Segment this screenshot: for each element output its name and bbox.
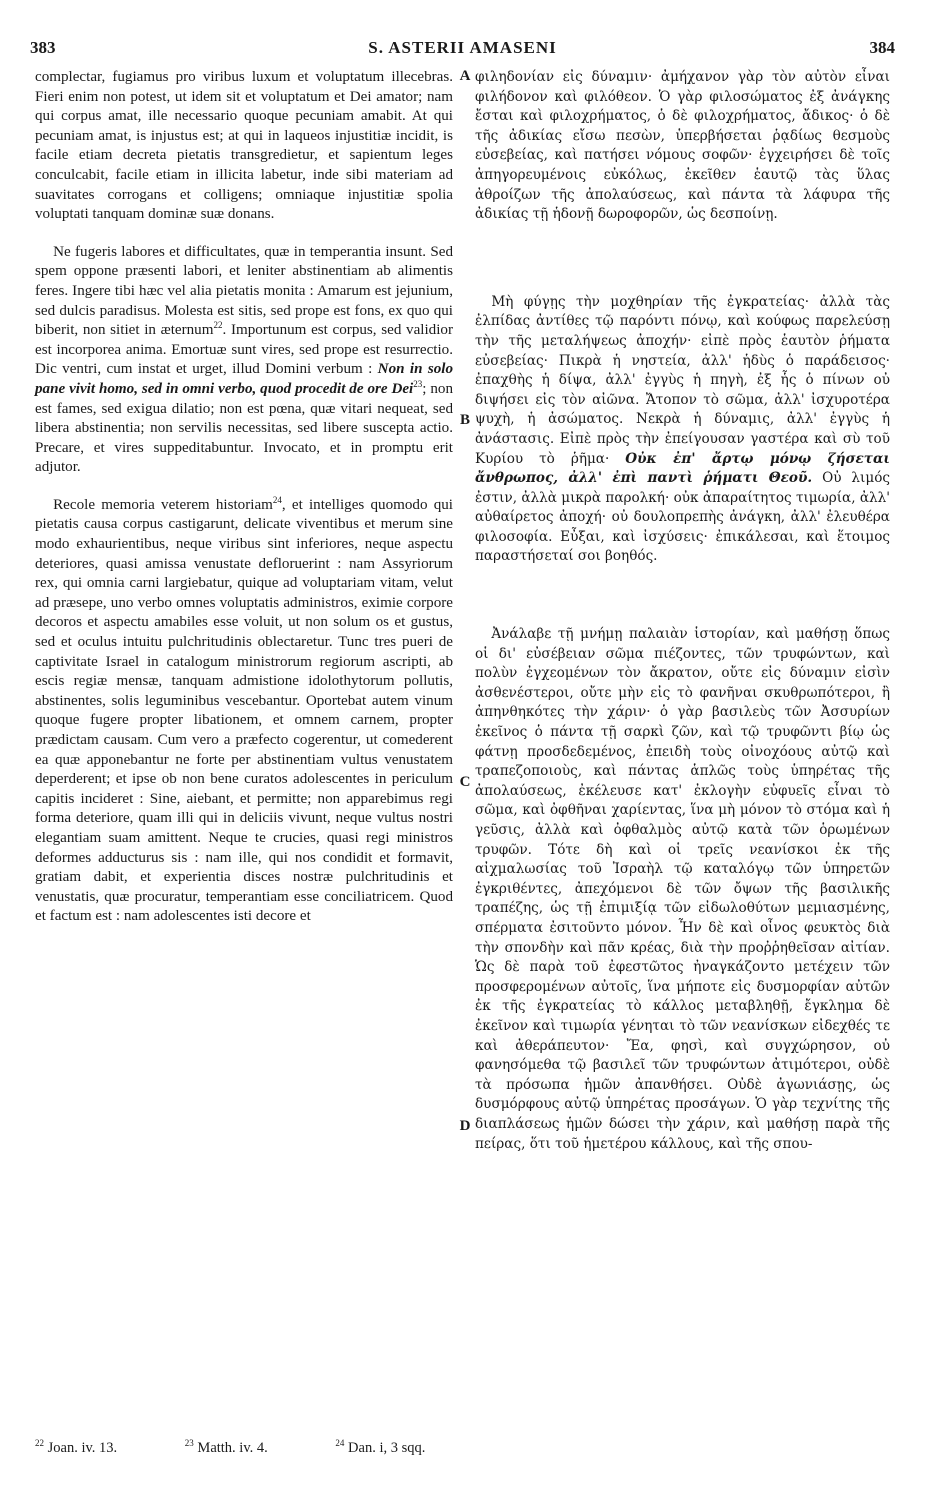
section-marker: D [459, 1118, 471, 1134]
latin-paragraph: Ne fugeris labores et difficultates, quæ in temperantia insunt. Sed spem oppone præsenti labori, et leniter abstinentiam ab alimentis feres. Ingere tibi hæc vel alia pietatis monita : Amarum est jejunium, sed dulcis paradisus. Molesta est sitis, sed prope est fons, ex quo qui biberit, non sitiet in æternum$^{22}$. Importunum est corpus, sed validior est incorporea anima. Emortuæ sunt vires, sed prope est resurrectio. Dic ventri, cum instat et urget, illud Domini verbum : Non in solo pane vivit homo, sed in omni verbo, quod procedit de ore Dei$^{23}$; non est fames, sed exigua dilatio; non est pœna, quæ vitari nequeat, sed libera abstinentia; non servilis necessitas, sed libere suscepta actio. Precare, et vires suppeditabuntur. Invocato, et in promptu erit adjutor. [35, 243, 454, 476]
greek-paragraph: Ἀνάλαβε τῇ μνήμῃ παλαιὰν ἱστορίαν, καὶ μαθήσῃ ὅπως οἱ δι' εὐσέβειαν σῶμα πιέζοντες, τῶν τρυφώντων, καὶ πολὺν ἐγχεομένων τὸν ἄκρατον, οὔτε εἰς δύναμιν εἰσὶν ἀσθενέστεροι, οὔτε μὴν εἰς τὸ φανῆναι σκυθρωπότεροι, ἢ ἀπηνθηκότες τὴν χάριν· ὁ γὰρ βασιλεὺς τῶν Ἀσσυρίων ἐκεῖνος ὁ πάντα τῇ σαρκὶ ζῶν, καὶ τῷ τρυφῶντι βίῳ ὡς φάτνῃ προσδεδεμένος, ἐπειδὴ τοὺς οἰνοχόους αὐτῷ καὶ τραπεζοποιοὺς, καὶ πάντας ἁπλῶς τοὺς ὑπηρέτας τῆς ἀπολαύσεως, ἐκέλευσε κατ' ἐκλογὴν εὐφυεῖς εἶναι τὸ σῶμα, καὶ ὀφθῆναι χαρίεντας, ἵνα μὴ μόνον τὸ στόμα καὶ ἡ γεῦσις, ἀλλὰ καὶ ὀφθαλμὸς αὐτῷ κατὰ τῶν ὁρωμένων τρυφῶν. Τότε δὴ καὶ οἱ τρεῖς νεανίσκοι ἐκ τῆς αἰχμαλωσίας τοῦ Ἰσραὴλ τῷ καταλόγῳ τῶν ὑπηρετῶν ἐγκριθέντες, ἀπεχόμενοι δὲ τῶν ὄψων τῆς βασιλικῆς τραπέζης, ὡς τῇ ἐπιμιξίᾳ τῶν εἰδωλοθύτων μεμιασμένης, σπέρματα ἐσιτοῦντο μόνον. Ἦν δὲ καὶ οἶνος φευκτὸς διὰ τὴν σπονδὴν καὶ πᾶν κρέας, διὰ τὴν προῤῥηθεῖσαν αἰτίαν. Ὡς δὲ παρὰ τοῦ ἐφεστῶτος ἠναγκάζοντο μετέχειν τῶν προσφερομένων αὐτοῖς, ἵνα μήποτε εἰς δυσμορφίαν αὐτῶν ἐκ τῆς ἐγκρατείας τὸ κάλλος μεταβληθῇ, ἔγκλημα δὲ ἐκεῖνον καὶ τιμωρία γένηται τὸ τῶν νεανίσκων εἰδεχθές τε καὶ ἀθεράπευτον· Ἔα, φησὶ, καὶ συγχώρησον, οὐ φανησόμεθα τῷ βασιλεῖ τῶν τρυφώντων ἀτιμότεροι, οὐδὲ τὰ πρόσωπα ἡμῶν ἀπανθήσει. Οὐδὲ ἀγωνιάσῃς, ὡς δυσμόρφους αὐτῷ ὑπηρέτας προσάγων. Ὁ γὰρ τεχνίτης τῆς διαπλάσεως ἡμῶν δώσει τὴν χάριν, καὶ μαθήσῃ παρὰ τῆς πείρας, ὅτι τοῦ ἡμετέρου κάλλους, καὶ τῆς σπου- [475, 626, 890, 1152]
latin-column [35, 68, 453, 927]
footnotes [35, 1440, 489, 1457]
running-title: S. ASTERII AMASENI [368, 38, 557, 57]
footnote: $^{24}$ Dan. i, 3 sqq. [335, 1438, 426, 1456]
section-marker: C [459, 774, 471, 790]
greek-column [475, 68, 890, 1154]
footnote-ref: 23 [413, 378, 423, 389]
scripture-quote: Οὐκ ἐπ' ἄρτῳ μόνῳ ζήσεται ἄνθρωπος, ἀλλ' ἐπὶ παντὶ ῥήματι Θεοῦ. [475, 450, 890, 487]
footnote-ref: 24 [272, 494, 282, 505]
greek-paragraph: Μὴ φύγῃς τὴν μοχθηρίαν τῆς ἐγκρατείας· ἀλλὰ τὰς ἐλπίδας ἀντίθες τῷ παρόντι πόνῳ, καὶ κούφως παρελεύσῃ τὴν τῆς μεταλήψεως ἀποχήν· εἰπὲ πρὸς ἑαυτὸν ῥήματα εὐσεβείας· Πικρὰ ἡ νηστεία, ἀλλ' ἡδὺς ὁ παράδεισος· ἐπαχθὴς ἡ δίψα, ἀλλ' ἐγγὺς ἡ πηγὴ, ἐξ ἧς ὁ πίνων οὐ διψήσει εἰς τὸν αἰῶνα. Ἄτοπον τὸ σῶμα, ἀλλ' ἰσχυροτέρα ψυχὴ, ἡ ἀσώματος. Νεκρὰ ἡ δύναμις, ἀλλ' ἐγγὺς ἡ ἀνάστασις. Εἰπὲ πρὸς τὴν ἐπείγουσαν γαστέρα καὶ σὺ τοῦ Κυρίου τὸ ῥῆμα· Οὐκ ἐπ' ἄρτῳ μόνῳ ζήσεται ἄνθρωπος, ἀλλ' ἐπὶ παντὶ ῥήματι Θεοῦ. Οὐ λιμός ἐστιν, ἀλλὰ μικρὰ παρολκή· οὐκ ἀπαραίτητος τιμωρία, ἀλλ' αὐθαίρετος ἀποχή· οὐ δουλοπρεπὴς ἀνάγκη, ἀλλ' ἐλευθέρα φιλοσοφία. Εὖξαι, καὶ ἰσχύσεις· ἐπικάλεσαι, καὶ ἕτοιμος παραστήσεταί σοι βοηθός. [475, 293, 891, 565]
page-number-left: 383 [30, 38, 56, 57]
page-number-right: 384 [869, 38, 895, 57]
section-marker: A [459, 68, 471, 84]
greek-paragraph: φιληδονίαν εἰς δύναμιν· ἀμήχανον γὰρ τὸν αὐτὸν εἶναι φιλήδονον καὶ φιλόθεον. Ὁ γὰρ φιλοσώματος ἐξ ἀνάγκης ἔσται καὶ φιλοχρήματος, ὁ δὲ φιλοχρήματος, ἄδικος· ὁ δὲ τῆς ἀδικίας εἴσω πεσὼν, ὑπερβήσεται ῥᾳδίως θεσμοὺς εὐσεβείας, καὶ πατήσει νόμους σοφῶν· ἐγχειρήσει δὲ τοῖς ἀπηγορευμένοις εὐκόλως, ἐκεῖθεν ἑαυτῷ τὰς ὕλας ἀθροίζων τῆς ἀπολαύσεως, καὶ πάντα τὰ λάφυρα τῆς ἀδικίας τῇ ἡδονῇ δωροφορῶν, ὡς δεσποίνῃ. [475, 69, 890, 223]
footnote: $^{23}$ Matth. iv. 4. [184, 1438, 268, 1456]
scripture-quote: Non in solo pane vivit homo, sed in omni verbo, quod procedit de ore Dei [35, 361, 454, 397]
latin-paragraph: complectar, fugiamus pro viribus luxum et voluptatum illecebras. Fieri enim non potest, ut idem sit et voluptatum et Dei amator; nam qui corpus amat, ille necessario quoque pecuniam amabit. At qui pecuniam amat, is injustus est; at qui in laqueos injustitiæ incidit, is facile etiam decreta pietatis transgredietur, et sapientum leges conculcabit, facile etiam in illicita labetur, inde sibi materiam ad suavitates corrogans et colligens; omniaque injustitiæ spolia voluptati tanquam dominæ suæ donans. [35, 69, 453, 223]
latin-paragraph: Recole memoria veterem historiam$^{24}$, et intelliges quomodo qui pietatis causa corpus castigarunt, delicate viventibus et merum sine modo exhaurientibus, neque viribus sint inferiores, neque aspectu deteriores, quasi amissa venustate defloruerint : nam Assyriorum rex, qui omnia carni largiebatur, quique ad voluptariam vitam, velut ad præsepe, uno verbo omnes voluptatis administros, eximie corpore decoros et aspectu amabiles esse voluit, ut non solum os et gustus, sed et oculus intuitu pulchritudinis oblectaretur. Tunc tres pueri de captivitate Israel in catalogum ministrorum regiorum ascripti, ab escis regiæ mensæ, tanquam admistione idolothytorum pollutis, abstinentes, solis leguminibus vescebantur. Oportebat autem vinum quoque fugere propter libationem, et omnem carnem, propter prædictam causam. Cum vero a præfecto cogerentur, ut comederent ea quæ apponebantur ne forte per abstinentiam vultus venustatem deperderent; et ipse ob non bene curatos adolescentes in periculum capitis incideret : Sine, aiebant, et permitte; non apparebimus regi forma deteriore, quam illi qui in deliciis vivunt, neque vultus nostri elegantiam suam amittent. Neque te crucies, quasi regi ministros deformes adducturus sis : nam ille, qui nos condidit et formavit, gratiam dabit, et experientia disces nostræ pulchritudinis et venustatis, quæ procuratur, temperantiam esse conciliatricem. Quod et factum est : nam adolescentes isti decore et [35, 494, 453, 925]
page-header [30, 38, 895, 58]
footnote: $^{22}$ Joan. iv. 13. [35, 1438, 118, 1456]
footnote-ref: 22 [213, 320, 223, 331]
section-marker: B [459, 412, 470, 428]
